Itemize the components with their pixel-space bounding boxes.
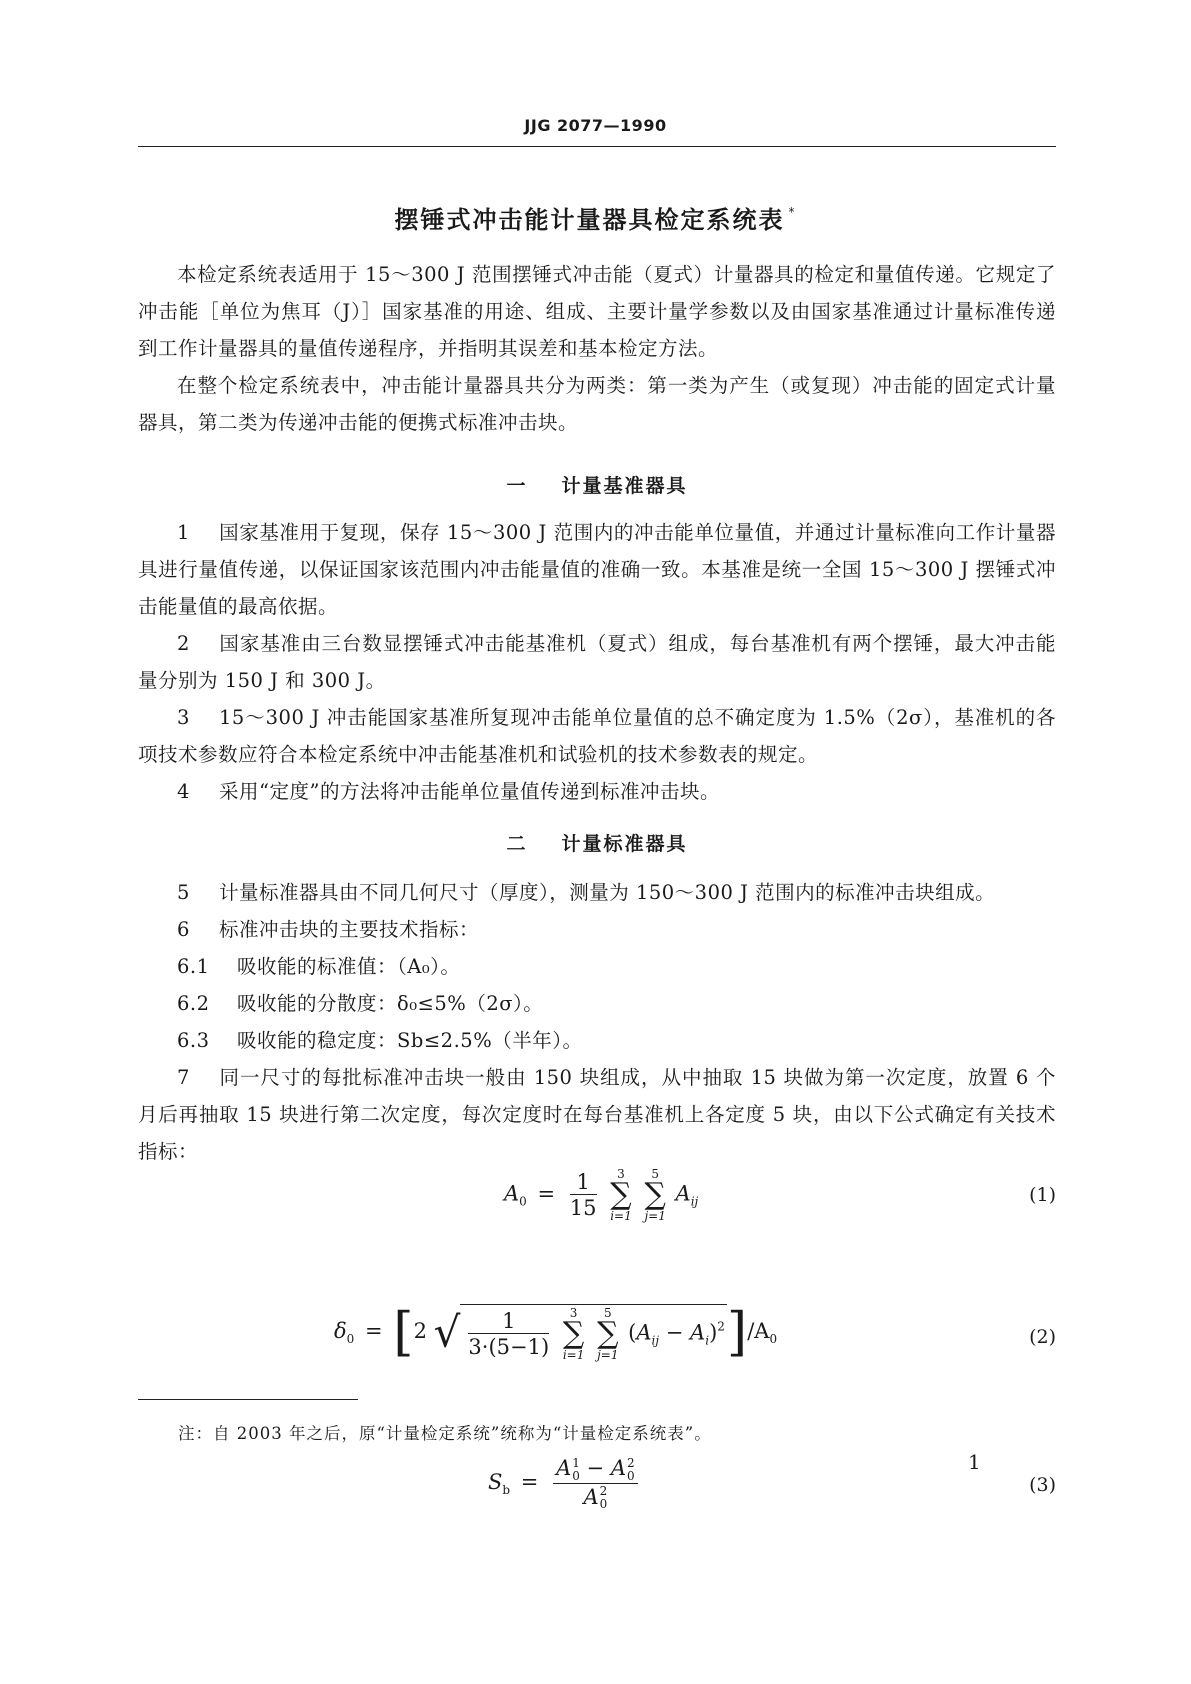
clause-6-1: 6.1 吸收能的标准值：（A₀）。	[177, 955, 461, 978]
clause-5: 5 计量标准器具由不同几何尺寸（厚度），测量为 150～300 J 范围内的标准冲击块组成。	[177, 881, 996, 904]
clause-4: 4 采用“定度”的方法将冲击能单位量值传递到标准冲击块。	[177, 780, 720, 803]
formula-1: $A_0$ = $\frac{1}{15}$ 3 ∑ i=1 5 ∑ j=1 $A_{ij}$ (1)	[504, 1167, 1056, 1223]
document-code-header: JJG 2077—1990	[524, 116, 667, 135]
header-rule	[138, 146, 1056, 147]
formula-2: $\delta_0 = [2$ √ $\frac{1}{3\cdot(5-1)}$ 3 ∑ i=1 5 ∑ j=1 $(A_{ij} - A_i)^2]/A_0$ (2)	[334, 1302, 1056, 1363]
page-number: 1	[968, 1450, 981, 1474]
formula-2-number: (2)	[1029, 1326, 1056, 1348]
section-1-title: 计量基准器具	[561, 475, 688, 497]
section-1-heading	[138, 468, 1056, 505]
intro-block	[138, 256, 1056, 441]
intro-paragraph-2: 在整个检定系统表中，冲击能计量器具共分为两类：第一类为产生（或复现）冲击能的固定式计量器具，第二类为传递冲击能的便携式标准冲击块。	[138, 374, 1056, 434]
section-2-body	[138, 874, 1056, 1170]
footnote: 注：自 2003 年之后，原“计量检定系统”统称为“计量检定系统表”。	[178, 1424, 712, 1443]
formula-3-number: (3)	[1029, 1474, 1056, 1496]
clause-6-3: 6.3 吸收能的稳定度：Sb≤2.5%（半年）。	[177, 1029, 583, 1052]
section-1-body	[138, 514, 1056, 810]
section-2-heading	[138, 826, 1056, 863]
formula-1-number: (1)	[1029, 1184, 1056, 1206]
title-text: 摆锤式冲击能计量器具检定系统表	[394, 206, 785, 234]
clause-1: 1 国家基准用于复现，保存 15～300 J 范围内的冲击能单位量值，并通过计量标准向工作计量器具进行量值传递，以保证国家该范围内冲击能量值的准确一致。本基准是统一全国 15～300 J 摆锤式冲击能量值的最高依据。	[138, 521, 1056, 618]
section-2-title: 计量标准器具	[561, 833, 688, 855]
page-title	[0, 200, 1191, 235]
clause-6-2: 6.2 吸收能的分散度：δ₀≤5%（2σ）。	[177, 992, 544, 1015]
clause-3: 3 15～300 J 冲击能国家基准所复现冲击能单位量值的总不确定度为 1.5%（2σ），基准机的各项技术参数应符合本检定系统中冲击能基准机和试验机的技术参数表的规定。	[138, 706, 1056, 766]
section-2-number: 二	[506, 833, 528, 855]
section-1-number: 一	[506, 475, 528, 497]
clause-2: 2 国家基准由三台数显摆锤式冲击能基准机（夏式）组成，每台基准机有两个摆锤，最大冲击能量分别为 150 J 和 300 J。	[138, 632, 1056, 692]
clause-7: 7 同一尺寸的每批标准冲击块一般由 150 块组成，从中抽取 15 块做为第一次定度，放置 6 个月后再抽取 15 块进行第二次定度，每次定度时在每台基准机上各定度 5 块，由以下公式确定有关技术指标：	[138, 1066, 1056, 1163]
footnote-rule	[138, 1399, 358, 1400]
intro-paragraph-1: 本检定系统表适用于 15～300 J 范围摆锤式冲击能（夏式）计量器具的检定和量值传递。它规定了冲击能［单位为焦耳（J）］国家基准的用途、组成、主要计量学参数以及由国家基准通过计量标准传递到工作计量器具的量值传递程序，并指明其误差和基本检定方法。	[138, 263, 1056, 360]
formula-3: $S_b$ = A1 0 − A2 0 A2 0 (3)	[488, 1455, 1056, 1511]
clause-6: 6 标准冲击块的主要技术指标：	[177, 918, 480, 941]
title-footnote-mark: *	[788, 205, 797, 219]
